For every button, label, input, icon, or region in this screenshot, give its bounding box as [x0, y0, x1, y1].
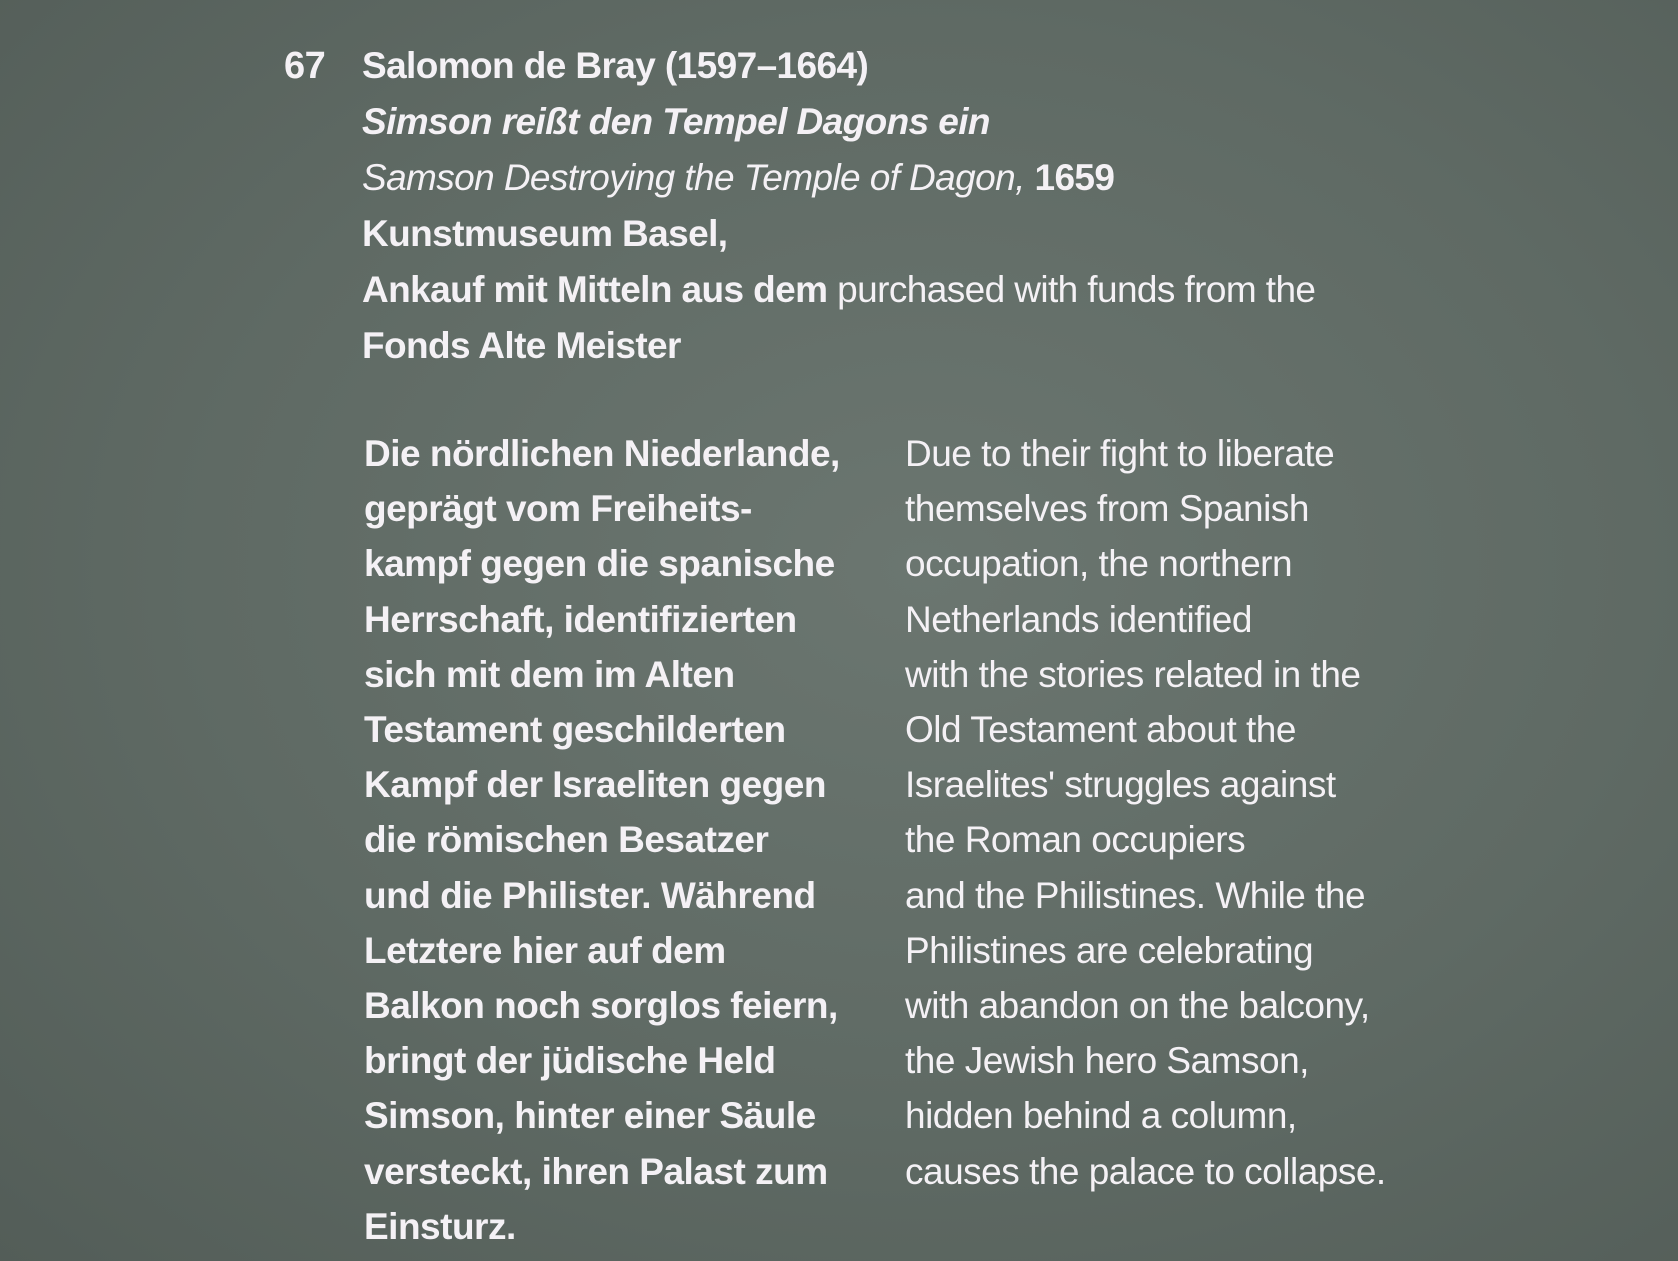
- german-text-line: Balkon noch sorglos feiern,: [364, 985, 838, 1027]
- credit-german: Ankauf mit Mitteln aus dem: [362, 269, 828, 310]
- german-text-line: Letztere hier auf dem: [364, 929, 726, 971]
- english-text-line: hidden behind a column,: [905, 1095, 1297, 1137]
- english-text-line: Netherlands identified: [905, 598, 1252, 640]
- english-text-line: with abandon on the balcony,: [905, 985, 1370, 1027]
- german-text-line: versteckt, ihren Palast zum: [364, 1150, 828, 1192]
- english-text-line: Israelites' struggles against: [905, 764, 1336, 806]
- credit-english: purchased with funds from the: [837, 269, 1316, 310]
- german-text-line: bringt der jüdische Held: [364, 1040, 776, 1082]
- english-text-line: Old Testament about the: [905, 709, 1296, 751]
- title-english: Samson Destroying the Temple of Dagon,: [362, 157, 1025, 198]
- german-text-line: Einsturz.: [364, 1205, 516, 1247]
- catalogue-number: 67: [284, 45, 326, 87]
- german-text-line: kampf gegen die spanische: [364, 543, 835, 585]
- title-english-line: [362, 150, 1482, 206]
- german-text-line: Simson, hinter einer Säule: [364, 1095, 816, 1137]
- credit-line: [362, 262, 1482, 318]
- english-text-line: occupation, the northern: [905, 543, 1293, 585]
- artist-name: Salomon de Bray (1597–1664): [362, 45, 869, 86]
- german-text-line: Kampf der Israeliten gegen: [364, 764, 826, 806]
- english-text-line: with the stories related in the: [905, 653, 1361, 695]
- german-text-line: Testament geschilderten: [364, 709, 786, 751]
- german-text-line: geprägt vom Freiheits-: [364, 488, 752, 530]
- english-text-line: the Roman occupiers: [905, 819, 1246, 861]
- fund-name: Fonds Alte Meister: [362, 325, 681, 366]
- title-german: Simson reißt den Tempel Dagons ein: [362, 101, 990, 142]
- english-text-line: Philistines are celebrating: [905, 929, 1314, 971]
- english-text-line: causes the palace to collapse.: [905, 1150, 1386, 1192]
- german-text-line: die römischen Besatzer: [364, 819, 769, 861]
- label-header: [362, 38, 1482, 374]
- description-english: [905, 426, 1465, 1199]
- english-text-line: and the Philistines. While the: [905, 874, 1366, 916]
- artwork-year: 1659: [1034, 157, 1115, 198]
- english-text-line: Due to their fight to liberate: [905, 433, 1335, 474]
- german-text-line: und die Philister. Während: [364, 874, 816, 916]
- german-text-line: Die nördlichen Niederlande,: [364, 433, 840, 474]
- collection-name: Kunstmuseum Basel,: [362, 213, 728, 254]
- english-text-line: the Jewish hero Samson,: [905, 1040, 1309, 1082]
- german-text-line: sich mit dem im Alten: [364, 653, 735, 695]
- english-text-line: themselves from Spanish: [905, 488, 1309, 530]
- german-text-line: Herrschaft, identifizierten: [364, 598, 797, 640]
- description-german: [364, 426, 884, 1254]
